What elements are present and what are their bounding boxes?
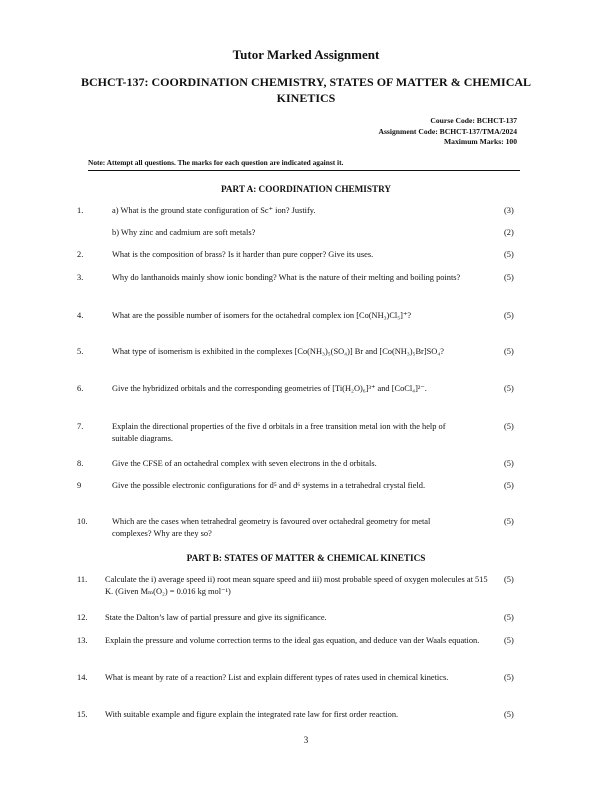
question-text: Why do lanthanoids mainly show ionic bonding? What is the nature of their melting and boiling points? xyxy=(112,273,461,282)
question-number: 2. xyxy=(77,250,84,259)
question-marks: (5) xyxy=(504,384,514,393)
question-text: Give the CFSE of an octahedral complex with seven electrons in the d orbitals. xyxy=(112,459,377,468)
question-row xyxy=(77,346,517,372)
question-marks: (5) xyxy=(504,636,514,645)
part-a-heading: PART A: COORDINATION CHEMISTRY xyxy=(220,184,392,194)
question-text: Give the possible electronic configurations for d⁵ and d⁶ systems in a tetrahedral crystal field. xyxy=(112,481,426,490)
question-row xyxy=(77,480,517,506)
part-b-heading: PART B: STATES OF MATTER & CHEMICAL KINETICS xyxy=(186,553,426,563)
question-marks: (3) xyxy=(504,206,514,215)
question-marks: (5) xyxy=(504,347,514,356)
question-number: 15. xyxy=(77,710,88,719)
question-row xyxy=(77,421,517,447)
course-code: Course Code: BCHCT-137 xyxy=(430,116,517,125)
question-number: 3. xyxy=(77,273,84,282)
question-number: 5. xyxy=(77,347,84,356)
question-row xyxy=(77,709,517,723)
course-title: BCHCT-137: COORDINATION CHEMISTRY, STATES OF MATTER & CHEMICAL KINETICS xyxy=(80,75,532,105)
question-marks: (2) xyxy=(504,228,514,237)
question-row xyxy=(77,612,517,626)
question-row xyxy=(77,227,517,251)
question-row xyxy=(77,458,517,472)
document-title: Tutor Marked Assignment xyxy=(232,47,380,62)
question-marks: (5) xyxy=(504,459,514,468)
question-number: 11. xyxy=(77,575,88,584)
question-text: Calculate the i) average speed ii) root mean square speed and iii) most probable speed of oxygen molecules at 515 K. (Given Mₘ(O₂) = 0.016 kg mol⁻¹) xyxy=(105,575,488,596)
question-row xyxy=(77,249,517,273)
question-marks: (5) xyxy=(504,517,514,526)
question-number: 4. xyxy=(77,311,84,320)
question-text: With suitable example and figure explain the integrated rate law for first order reaction. xyxy=(105,710,399,719)
question-text: What are the possible number of isomers for the octahedral complex ion [Co(NH₃)Cl₅]⁺? xyxy=(112,311,412,320)
question-marks: (5) xyxy=(504,481,514,490)
question-text: What type of isomerism is exhibited in the complexes [Co(NH₃)₅(SO₄)] Br and [Co(NH₃)₅Br]SO₄? xyxy=(112,347,444,356)
question-text: a) What is the ground state configuration of Sc⁺ ion? Justify. xyxy=(112,206,316,215)
question-text: b) Why zinc and cadmium are soft metals? xyxy=(112,228,256,237)
question-text: Explain the pressure and volume correction terms to the ideal gas equation, and deduce van der Waals equation. xyxy=(105,636,480,645)
question-number: 7. xyxy=(77,422,84,431)
question-text: What is the composition of brass? Is it harder than pure copper? Give its uses. xyxy=(112,250,374,259)
question-number: 13. xyxy=(77,636,88,645)
question-marks: (5) xyxy=(504,250,514,259)
page-number: 3 xyxy=(303,735,309,745)
question-row xyxy=(77,383,517,409)
question-text: Give the hybridized orbitals and the corresponding geometries of [Ti(H₂O)₆]³⁺ and [CoCl₄]²⁻. xyxy=(112,384,427,393)
question-number: 9 xyxy=(77,481,82,490)
question-text: Explain the directional properties of the five d orbitals in a free transition metal ion with the help of suitable diagrams. xyxy=(112,422,446,443)
question-text: What is meant by rate of a reaction? List and explain different types of rates used in chemical kinetics. xyxy=(105,673,449,682)
question-marks: (5) xyxy=(504,311,514,320)
question-marks: (5) xyxy=(504,613,514,622)
assignment-code: Assignment Code: BCHCT-137/TMA/2024 xyxy=(378,126,517,136)
question-row xyxy=(77,672,517,698)
question-row xyxy=(77,310,517,336)
question-number: 8. xyxy=(77,459,84,468)
question-marks: (5) xyxy=(504,273,514,282)
question-number: 6. xyxy=(77,384,84,393)
question-row xyxy=(77,574,517,600)
question-row xyxy=(77,516,517,542)
question-marks: (5) xyxy=(504,673,514,682)
instruction-note: Note: Attempt all questions. The marks for each question are indicated against it. xyxy=(88,158,520,171)
question-marks: (5) xyxy=(504,710,514,719)
maximum-marks: Maximum Marks: 100 xyxy=(444,137,517,146)
question-row xyxy=(77,272,517,298)
question-text: Which are the cases when tetrahedral geometry is favoured over octahedral geometry for metal complexes? Why are they so? xyxy=(112,517,431,538)
question-marks: (5) xyxy=(504,422,514,431)
question-text: State the Dalton’s law of partial pressure and give its significance. xyxy=(105,613,327,622)
assignment-codes xyxy=(378,116,517,148)
question-number: 14. xyxy=(77,673,88,682)
question-row xyxy=(77,205,517,229)
question-number: 12. xyxy=(77,613,88,622)
question-row xyxy=(77,635,517,661)
question-number: 10. xyxy=(77,517,88,526)
question-marks: (5) xyxy=(504,575,514,584)
question-number: 1. xyxy=(77,206,84,215)
